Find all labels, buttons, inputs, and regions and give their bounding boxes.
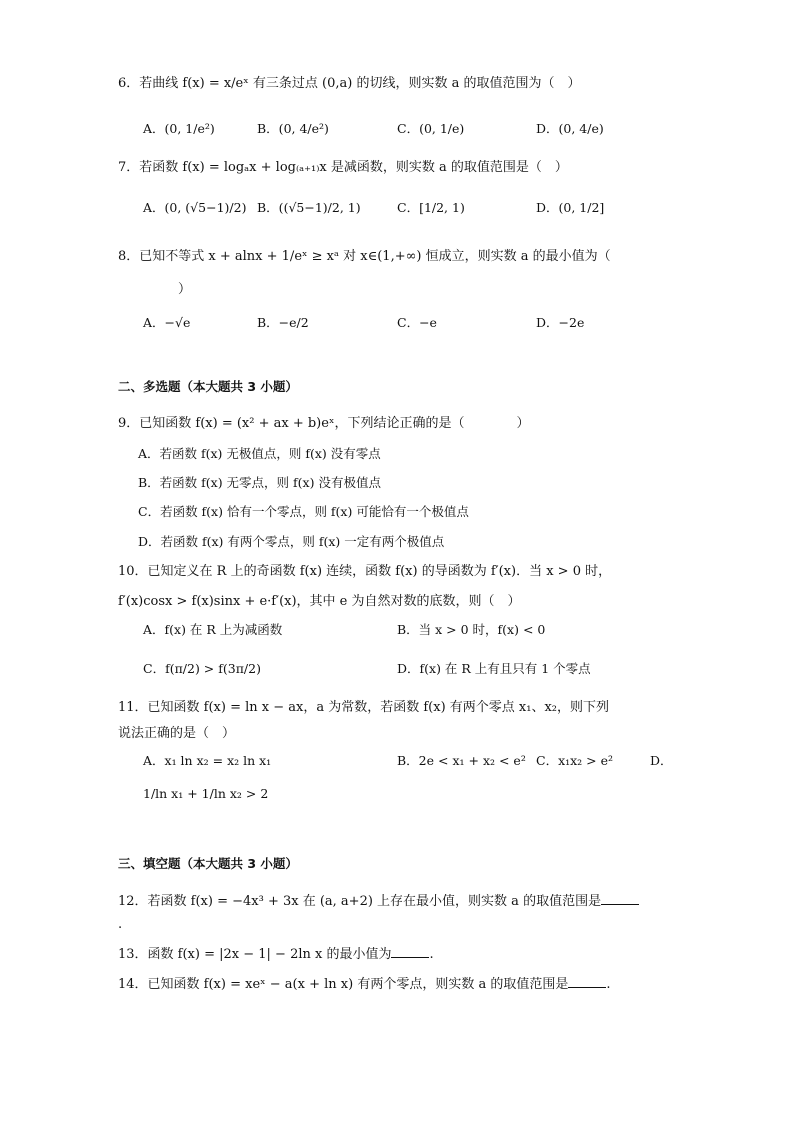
q11-option-a: A．x₁ ln x₂ = x₂ ln x₁ [143, 753, 272, 768]
q7-option-d: D．(0, 1/2] [536, 200, 605, 215]
q11-option-c: C．x₁x₂ > e² [536, 753, 614, 768]
q11-option-b: B．2e < x₁ + x₂ < e² [397, 753, 526, 768]
q6-option-a: A．(0, 1/e²) [143, 121, 215, 136]
question-9-stem: 9．已知函数 f(x) = (x² + ax + b)eˣ，下列结论正确的是（ ） [118, 416, 530, 431]
q7-option-c: C．[1/2, 1) [397, 200, 465, 215]
q10-option-d: D．f(x) 在 R 上有且只有 1 个零点 [397, 661, 591, 676]
question-10-stem-cont: f′(x)cosx > f(x)sinx + e·f′(x)，其中 e 为自然对数的底数，则（ ） [118, 594, 521, 609]
answer-blank-13[interactable] [391, 945, 429, 958]
q10-option-a: A．f(x) 在 R 上为减函数 [143, 622, 283, 637]
question-12-stem-cont: . [118, 917, 123, 932]
question-14-stem: 14．已知函数 f(x) = xeˣ − a(x + ln x) 有两个零点，则实数 a 的取值范围是 . [118, 977, 611, 992]
q6-option-c: C．(0, 1/e) [397, 121, 465, 136]
q8-option-d: D．−2e [536, 315, 585, 330]
answer-blank-12[interactable] [601, 892, 639, 905]
q9-option-c: C．若函数 f(x) 恰有一个零点，则 f(x) 可能恰有一个极值点 [138, 504, 469, 519]
question-13-stem: 13．函数 f(x) = |2x − 1| − 2ln x 的最小值为 . [118, 947, 434, 962]
q11-option-d: D． [650, 753, 673, 768]
question-11-stem: 11．已知函数 f(x) = ln x − ax，a 为常数，若函数 f(x) 有两个零点 x₁、x₂，则下列 [118, 700, 610, 715]
q7-option-b: B．((√5−1)/2, 1) [257, 200, 361, 215]
question-7-stem: 7．若函数 f(x) = logₐx + log₍ₐ₊₁₎x 是减函数，则实数 a 的取值范围是（ ） [118, 160, 568, 175]
q6-option-d: D．(0, 4/e) [536, 121, 604, 136]
question-12-stem: 12．若函数 f(x) = −4x³ + 3x 在 (a, a+2) 上存在最小值，则实数 a 的取值范围是 [118, 892, 639, 908]
q7-option-a: A．(0, (√5−1)/2) [143, 200, 247, 215]
q8-option-c: C．−e [397, 315, 437, 330]
question-11-stem-cont: 说法正确的是（ ） [118, 726, 236, 741]
q6-option-b: B．(0, 4/e²) [257, 121, 329, 136]
question-6-stem: 6．若曲线 f(x) = x/eˣ 有三条过点 (0,a) 的切线，则实数 a 的取值范围为（ ） [118, 76, 581, 91]
q8-option-a: A．−√e [143, 315, 191, 330]
section-2-heading: 二、多选题（本大题共 3 小题） [118, 379, 298, 394]
q10-option-b: B．当 x > 0 时，f(x) < 0 [397, 622, 546, 637]
q9-option-d: D．若函数 f(x) 有两个零点，则 f(x) 一定有两个极值点 [138, 534, 445, 549]
q9-option-a: A．若函数 f(x) 无极值点，则 f(x) 没有零点 [138, 446, 381, 461]
question-10-stem: 10．已知定义在 R 上的奇函数 f(x) 连续，函数 f(x) 的导函数为 f′(x)．当 x > 0 时， [118, 564, 612, 579]
q8-option-b: B．−e/2 [257, 315, 309, 330]
q11-option-d-cont: 1/ln x₁ + 1/ln x₂ > 2 [143, 786, 269, 801]
q10-option-c: C．f(π/2) > f(3π/2) [143, 661, 261, 676]
answer-blank-14[interactable] [568, 975, 606, 988]
question-8-stem-cont: ） [178, 282, 192, 297]
section-3-heading: 三、填空题（本大题共 3 小题） [118, 856, 298, 871]
question-8-stem: 8．已知不等式 x + alnx + 1/eˣ ≥ xᵃ 对 x∈(1,+∞) 恒成立，则实数 a 的最小值为（ [118, 249, 611, 264]
q9-option-b: B．若函数 f(x) 无零点，则 f(x) 没有极值点 [138, 475, 381, 490]
